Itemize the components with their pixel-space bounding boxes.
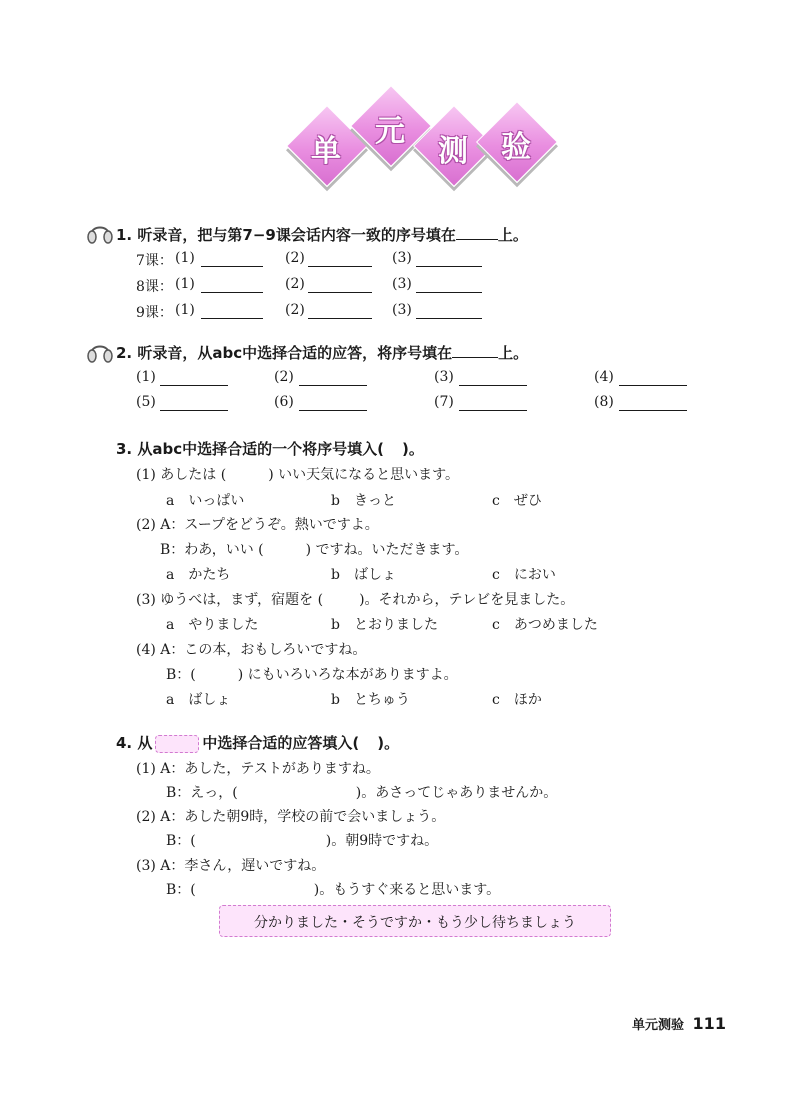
footer-label: 单元测验 (632, 1018, 685, 1033)
option[interactable]: c ほか (492, 692, 542, 708)
q2-number: 2. (116, 344, 133, 362)
q4-item-text: )。朝9時ですね。 (325, 833, 439, 849)
answer-blank[interactable] (459, 371, 527, 386)
q3-item (136, 589, 574, 609)
q4-heading (116, 732, 399, 753)
q3-item-text: )。それから，テレビを見ました。 (359, 592, 575, 608)
q4-item-text: )。もうすぐ来ると思います。 (313, 882, 501, 898)
answer-blank[interactable] (201, 252, 263, 267)
q3-item-text: (4) A：この本，おもしろいですね。 (136, 642, 367, 658)
item-label: (3) (434, 369, 454, 385)
q4-line (166, 879, 500, 899)
title-char: 验 (501, 130, 531, 165)
item-label: (8) (594, 394, 614, 410)
headphones-icon (86, 338, 114, 364)
q2-text-end: 上。 (498, 344, 529, 362)
q4-line: (2) A：あした朝9時，学校の前で会いましょう。 (136, 809, 446, 825)
option[interactable]: b とちゅう (331, 692, 410, 708)
item-label: (1) (136, 369, 156, 385)
q4-item-text: B：えっ，( (166, 785, 238, 801)
item-label: (2) (285, 276, 305, 292)
row-label: 8课： (136, 279, 173, 295)
q3-item (136, 639, 366, 659)
page-number: 111 (692, 1014, 726, 1033)
q1-number: 1. (116, 226, 133, 244)
answer-blank[interactable] (619, 371, 687, 386)
answer-blank[interactable] (299, 371, 367, 386)
q4-line: (3) A：李さん，遅いですね。 (136, 858, 326, 874)
q4-number: 4. (116, 734, 133, 752)
q3-item-text: (1) あしたは ( (136, 467, 227, 483)
q3-text: 从abc中选择合适的一个将序号填入( (137, 440, 384, 458)
q2-text: 听录音，从abc中选择合适的应答，将序号填在 (137, 344, 453, 362)
answer-blank[interactable] (308, 304, 372, 319)
q1-heading (116, 224, 528, 245)
item-label: (1) (175, 276, 195, 292)
q3-heading (116, 438, 424, 459)
q4-text-end: )。 (377, 734, 400, 752)
page-footer (632, 1014, 726, 1033)
option[interactable]: c ぜひ (492, 493, 542, 509)
row-label: 7课： (136, 253, 173, 269)
headphones-icon (86, 219, 114, 245)
answer-blank[interactable] (201, 278, 263, 293)
q2-heading (116, 342, 528, 363)
answer-blank[interactable] (416, 252, 482, 267)
answer-blank[interactable] (201, 304, 263, 319)
option[interactable]: c におい (492, 567, 556, 583)
option[interactable]: c あつめました (492, 617, 598, 633)
q4-line (166, 782, 557, 802)
answer-blank[interactable] (619, 396, 687, 411)
answer-blank[interactable] (416, 304, 482, 319)
answer-blank[interactable] (416, 278, 482, 293)
item-label: (2) (274, 369, 294, 385)
q3-item-text: ) ですね。いただきます。 (305, 542, 469, 558)
answer-blank[interactable] (160, 371, 228, 386)
option[interactable]: b とおりました (331, 617, 438, 633)
title-char: 元 (375, 114, 405, 149)
q4-line (166, 830, 438, 850)
option[interactable]: a いっぱい (166, 493, 245, 509)
item-label: (1) (175, 302, 195, 318)
option[interactable]: a ばしょ (166, 692, 231, 708)
answer-blank[interactable] (308, 278, 372, 293)
item-label: (3) (392, 276, 412, 292)
item-label: (2) (285, 302, 305, 318)
answer-blank[interactable] (456, 225, 498, 240)
q3-item-text: ) にもいろいろな本がありますよ。 (237, 667, 458, 683)
item-label: (6) (274, 394, 294, 410)
q1-text: 听录音，把与第7−9课会话内容一致的序号填在 (137, 226, 456, 244)
q4-line: (1) A：あした，テストがありますね。 (136, 761, 380, 777)
q3-item-text: B：わあ，いい ( (160, 542, 264, 558)
q3-item-text: (2) A：スープをどうぞ。熱いですよ。 (136, 517, 379, 533)
title-char: 测 (438, 134, 468, 169)
q3-item (136, 514, 379, 534)
q4-item-text: B：( (166, 882, 196, 898)
choice-box-marker (155, 735, 199, 753)
q3-item-line (160, 539, 468, 559)
option[interactable]: a かたち (166, 567, 231, 583)
q3-number: 3. (116, 440, 133, 458)
option[interactable]: a やりました (166, 617, 259, 633)
q3-item-text: (3) ゆうべは，まず，宿題を ( (136, 592, 324, 608)
q3-text-end: )。 (401, 440, 424, 458)
q4-item-text: )。あさってじゃありませんか。 (355, 785, 558, 801)
item-label: (5) (136, 394, 156, 410)
option[interactable]: b ばしょ (331, 567, 396, 583)
q3-item-text: ) いい天気になると思います。 (268, 467, 459, 483)
answer-blank[interactable] (299, 396, 367, 411)
q3-item (136, 464, 459, 484)
answer-blank[interactable] (308, 252, 372, 267)
choices-box (219, 905, 611, 937)
answer-blank[interactable] (459, 396, 527, 411)
item-label: (3) (392, 250, 412, 266)
q4-item-text: B：( (166, 833, 196, 849)
item-label: (2) (285, 250, 305, 266)
item-label: (7) (434, 394, 454, 410)
q3-item-text: B：( (166, 667, 196, 683)
q4-text: 中选择合适的应答填入( (202, 734, 360, 752)
q4-text: 从 (137, 734, 153, 752)
item-label: (3) (392, 302, 412, 318)
answer-blank[interactable] (452, 343, 498, 358)
answer-blank[interactable] (160, 396, 228, 411)
title-char: 单 (311, 134, 341, 169)
q3-item-line (166, 664, 458, 684)
item-label: (1) (175, 250, 195, 266)
choices-text: 分かりました・そうですか・もう少し待ちましょう (254, 915, 576, 931)
item-label: (4) (594, 369, 614, 385)
q1-text-end: 上。 (497, 226, 528, 244)
option[interactable]: b きっと (331, 493, 396, 509)
row-label: 9课： (136, 305, 173, 321)
